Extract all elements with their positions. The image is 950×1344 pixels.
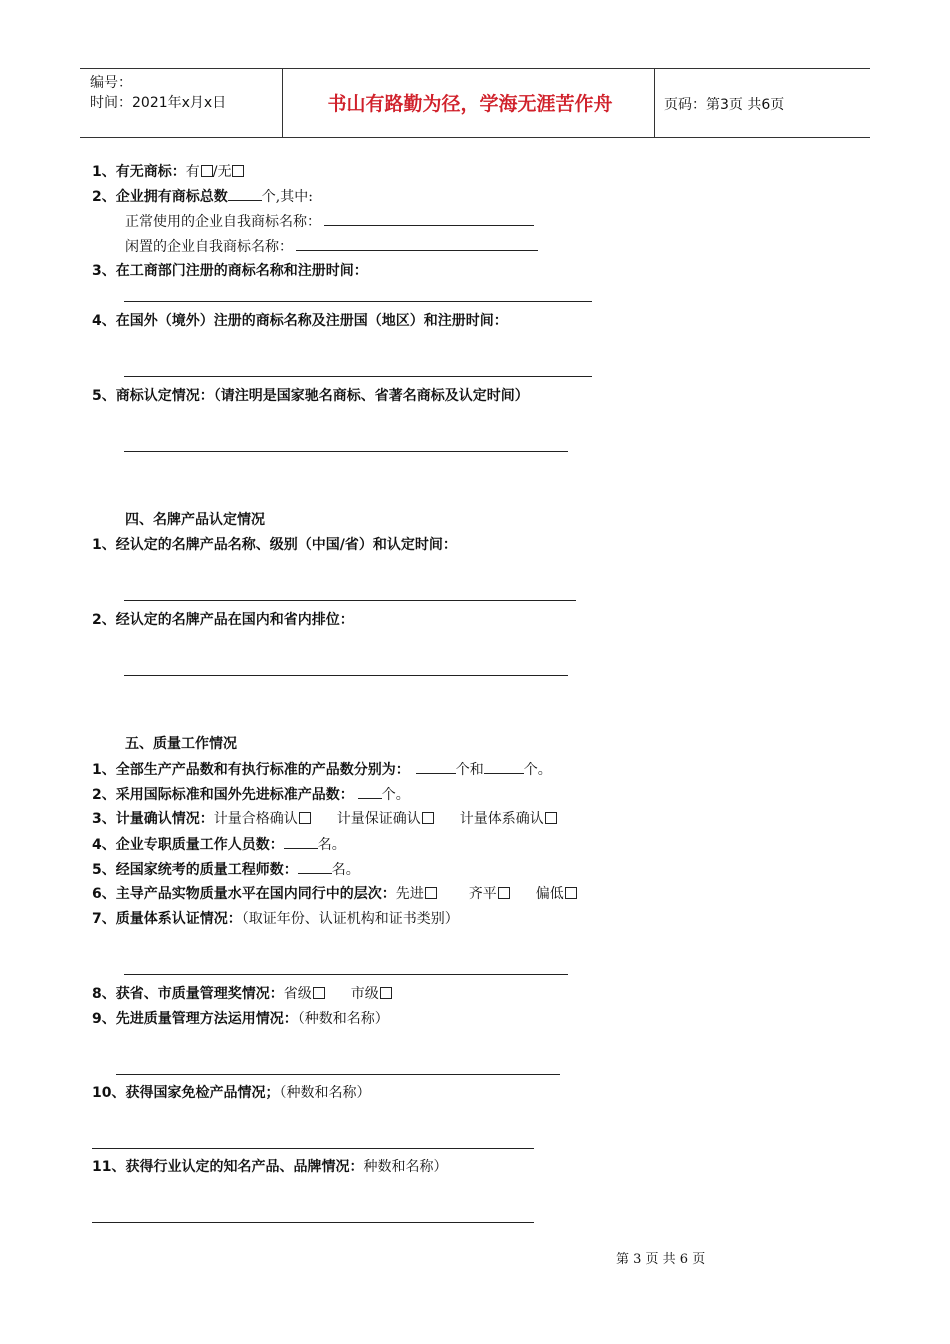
checkbox[interactable]: [565, 887, 577, 899]
s5-q3-label: 3、计量确认情况：: [92, 811, 214, 827]
s5-q1-blank1[interactable]: [416, 759, 456, 774]
s5-q10: [92, 1083, 370, 1103]
s5-q6-opt2: 齐平: [468, 886, 497, 902]
tm-q2-sub1: [125, 211, 534, 232]
tm-q5: 5、商标认定情况：（请注明是国家驰名商标、省著名商标及认定时间）: [92, 388, 529, 404]
checkbox[interactable]: [232, 165, 244, 177]
s5-q10-label: 10、获得国家免检产品情况；: [92, 1085, 280, 1101]
s5-q9-note: （种数和名称）: [297, 1011, 389, 1027]
answer-line[interactable]: [92, 1148, 534, 1149]
s5-q2: [92, 784, 410, 805]
s5-q5: [92, 859, 360, 880]
tm-q2-sub2-label: 闲置的企业自我商标名称：: [125, 239, 293, 255]
tm-q1-label: 1、有无商标：: [92, 164, 186, 180]
checkbox[interactable]: [498, 887, 510, 899]
tm-q2-sub2-blank[interactable]: [296, 236, 538, 251]
s5-q1-tail: 个。: [523, 762, 552, 778]
s5-q10-note: （种数和名称）: [279, 1085, 371, 1101]
s5-q11-label: 11、获得行业认定的知名产品、品牌情况：: [92, 1159, 364, 1175]
header-page-label: 页码：第3页 共6页: [664, 97, 785, 113]
s5-q2-label: 2、采用国际标准和国外先进标准产品数：: [92, 787, 354, 803]
s5-q11: [92, 1157, 447, 1177]
s5-q3-opt3: 计量体系确认: [459, 811, 544, 827]
s5-q8-opt1: 省级: [283, 986, 312, 1002]
s5-q4-tail: 名。: [317, 837, 346, 853]
answer-line[interactable]: [124, 301, 592, 302]
tm-q1: [92, 162, 244, 182]
answer-line[interactable]: [124, 451, 568, 452]
s5-q3: [92, 809, 557, 829]
tm-q2: [92, 186, 313, 207]
answer-line[interactable]: [124, 675, 568, 676]
s5-q1-mid: 个和: [455, 762, 484, 778]
checkbox[interactable]: [380, 987, 392, 999]
s5-q8-label: 8、获省、市质量管理奖情况：: [92, 986, 284, 1002]
s5-q9: [92, 1009, 389, 1029]
answer-line[interactable]: [92, 1222, 534, 1223]
answer-line[interactable]: [124, 600, 576, 601]
s5-q6-label: 6、主导产品实物质量水平在国内同行中的层次：: [92, 886, 396, 902]
serial-label: 编号：: [90, 75, 132, 91]
tm-q4: 4、在国外（境外）注册的商标名称及注册国（地区）和注册时间：: [92, 313, 508, 329]
s5-q11-note: 种数和名称）: [363, 1159, 448, 1175]
checkbox[interactable]: [201, 165, 213, 177]
page-header: [80, 68, 870, 138]
s5-q8: [92, 984, 392, 1004]
s5-q3-opt1: 计量合格确认: [213, 811, 298, 827]
answer-line[interactable]: [124, 974, 568, 975]
s5-q8-opt2: 市级: [350, 986, 379, 1002]
s5-q5-blank[interactable]: [298, 859, 332, 874]
tm-q2-label: 2、企业拥有商标总数: [92, 189, 228, 205]
checkbox[interactable]: [299, 812, 311, 824]
checkbox[interactable]: [313, 987, 325, 999]
checkbox[interactable]: [425, 887, 437, 899]
tm-q1-no: /无: [212, 164, 232, 180]
tm-q3: 3、在工商部门注册的商标名称和注册时间：: [92, 263, 368, 279]
s5-q5-label: 5、经国家统考的质量工程师数：: [92, 862, 298, 878]
page-footer: 第 3 页 共 6 页: [616, 1252, 706, 1267]
s5-q7-note: （取证年份、认证机构和证书类别）: [241, 911, 459, 927]
s5-q4-label: 4、企业专职质量工作人员数：: [92, 837, 284, 853]
s5-q1: [92, 759, 552, 780]
s5-q5-tail: 名。: [331, 862, 360, 878]
tm-q2-tail: 个,其中:: [261, 189, 313, 205]
s5-q4: [92, 834, 346, 855]
tm-q2-count-blank[interactable]: [228, 186, 262, 201]
header-left: [90, 73, 226, 113]
tm-q2-sub1-blank[interactable]: [324, 211, 534, 226]
s5-q9-label: 9、先进质量管理方法运用情况：: [92, 1011, 298, 1027]
answer-line[interactable]: [116, 1074, 560, 1075]
header-divider: [654, 69, 655, 137]
checkbox[interactable]: [422, 812, 434, 824]
s5-q1-blank2[interactable]: [484, 759, 524, 774]
s5-q6: [92, 884, 577, 904]
section4-title: 四、名牌产品认定情况: [125, 512, 265, 528]
tm-q2-sub1-label: 正常使用的企业自我商标名称：: [125, 214, 321, 230]
s5-q3-opt2: 计量保证确认: [336, 811, 421, 827]
tm-q2-sub2: [125, 236, 538, 257]
s5-q7-label: 7、质量体系认证情况：: [92, 911, 242, 927]
section5-title: 五、质量工作情况: [125, 736, 237, 752]
date-line: 时间：2021年x月x日: [90, 95, 227, 111]
answer-line[interactable]: [124, 376, 592, 377]
s4-q2: 2、经认定的名牌产品在国内和省内排位：: [92, 612, 354, 628]
s5-q6-opt1: 先进: [395, 886, 424, 902]
s5-q6-opt3: 偏低: [535, 886, 564, 902]
header-divider: [282, 69, 283, 137]
s5-q2-tail: 个。: [381, 787, 410, 803]
s4-q1: 1、经认定的名牌产品名称、级别（中国/省）和认定时间：: [92, 537, 457, 553]
tm-q1-yes: 有: [185, 164, 200, 180]
header-motto: 书山有路勤为径，学海无涯苦作舟: [327, 93, 613, 115]
s5-q7: [92, 909, 459, 929]
s5-q4-blank[interactable]: [284, 834, 318, 849]
s5-q1-label: 1、全部生产产品数和有执行标准的产品数分别为：: [92, 762, 410, 778]
s5-q2-blank[interactable]: [358, 784, 382, 799]
checkbox[interactable]: [545, 812, 557, 824]
